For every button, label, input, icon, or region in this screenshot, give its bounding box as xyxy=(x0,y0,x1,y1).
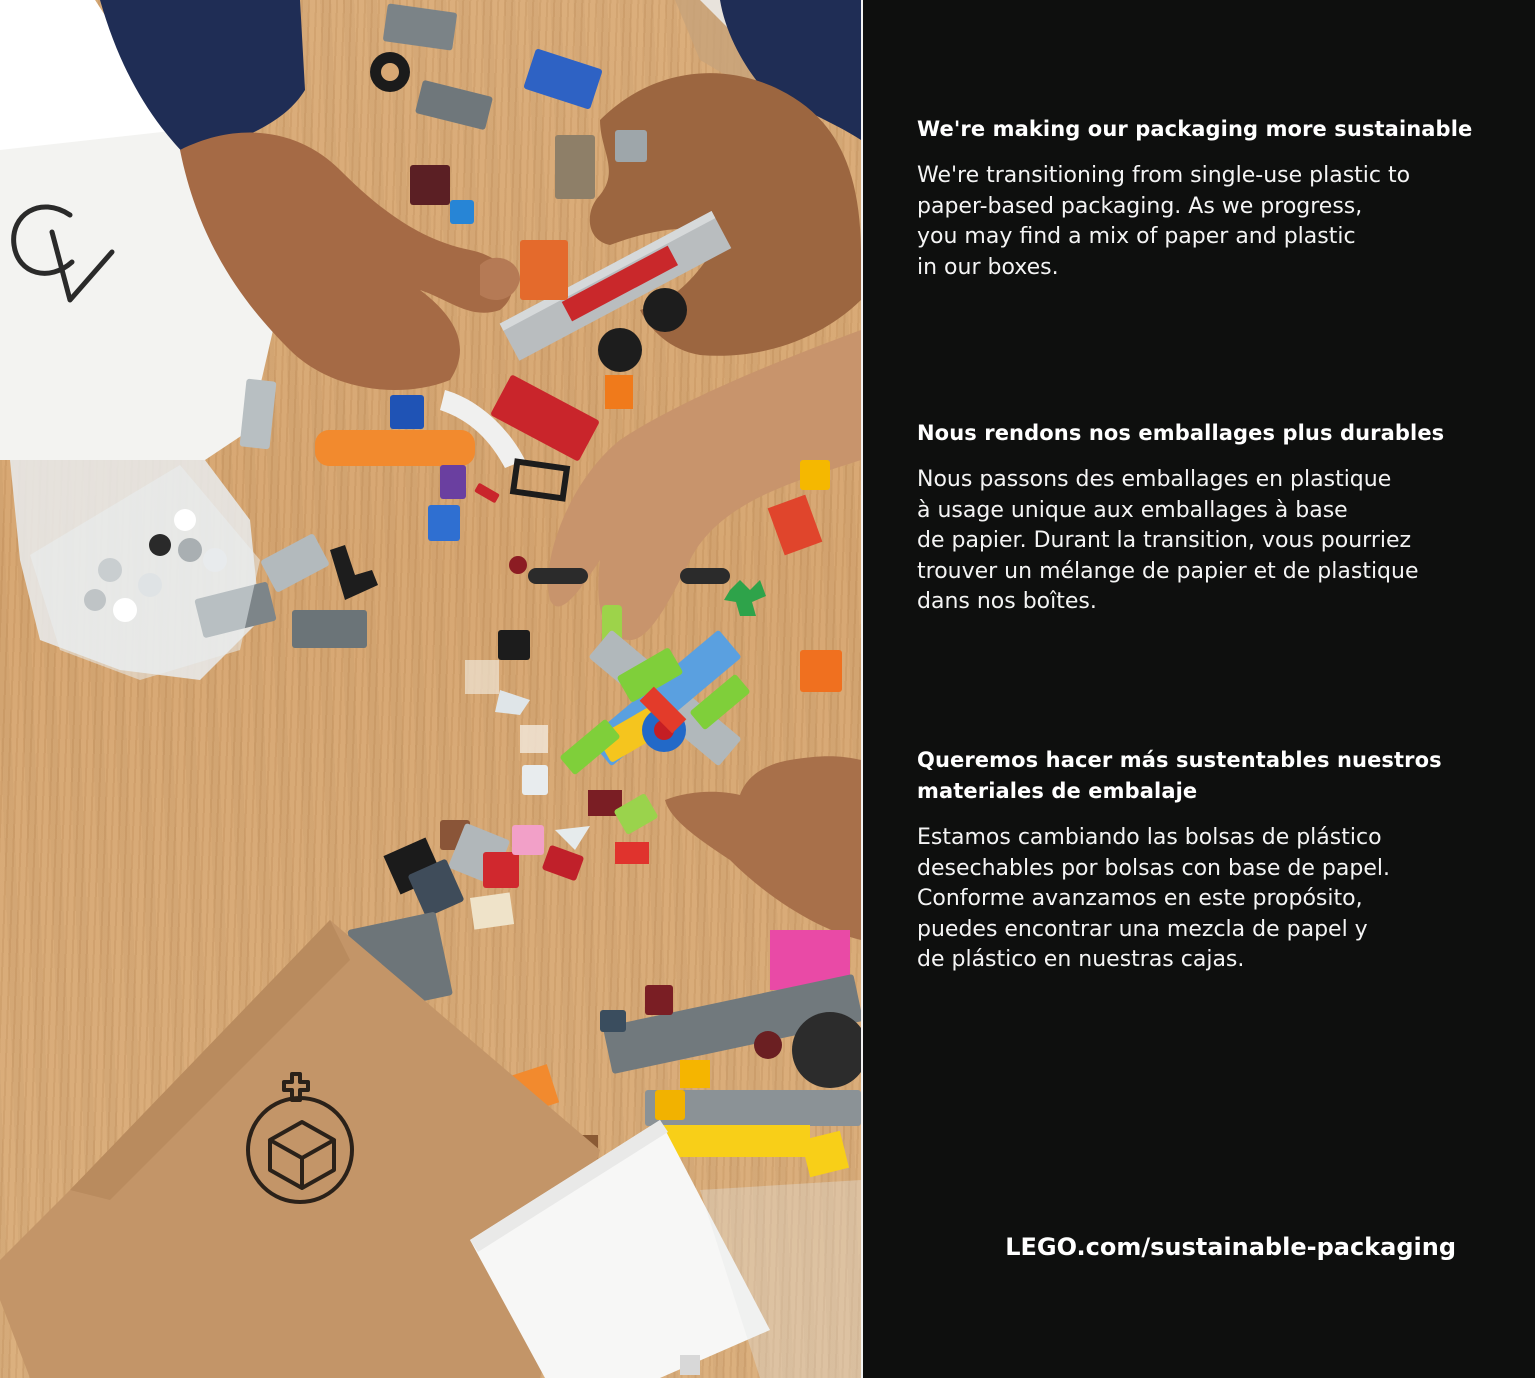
website-url: LEGO.com/sustainable-packaging xyxy=(1005,1233,1456,1261)
section-english xyxy=(917,114,1477,283)
section-french xyxy=(917,418,1477,618)
notice-panel xyxy=(863,0,1535,1378)
section-body: We're transitioning from single-use plastic to paper-based packaging. As we progress, you may find a mix of paper and plastic in our boxes. xyxy=(917,163,1411,280)
section-heading: We're making our packaging more sustainable xyxy=(917,117,1473,141)
section-heading: Nous rendons nos emballages plus durables xyxy=(917,421,1445,445)
section-body: Nous passons des emballages en plastique à usage unique aux emballages à base de papier. Durant la transition, vous pourriez trouver un mélange de papier et de plastique dans nos boîtes. xyxy=(917,467,1419,615)
section-spanish xyxy=(917,745,1477,976)
section-body: Estamos cambiando las bolsas de plástico desechables por bolsas con base de papel. Conforme avanzamos en este propósito, puedes encontrar una mezcla de papel y de plástico en nuestras cajas. xyxy=(917,825,1390,973)
section-heading: Queremos hacer más sustentables nuestros materiales de embalaje xyxy=(917,748,1442,803)
